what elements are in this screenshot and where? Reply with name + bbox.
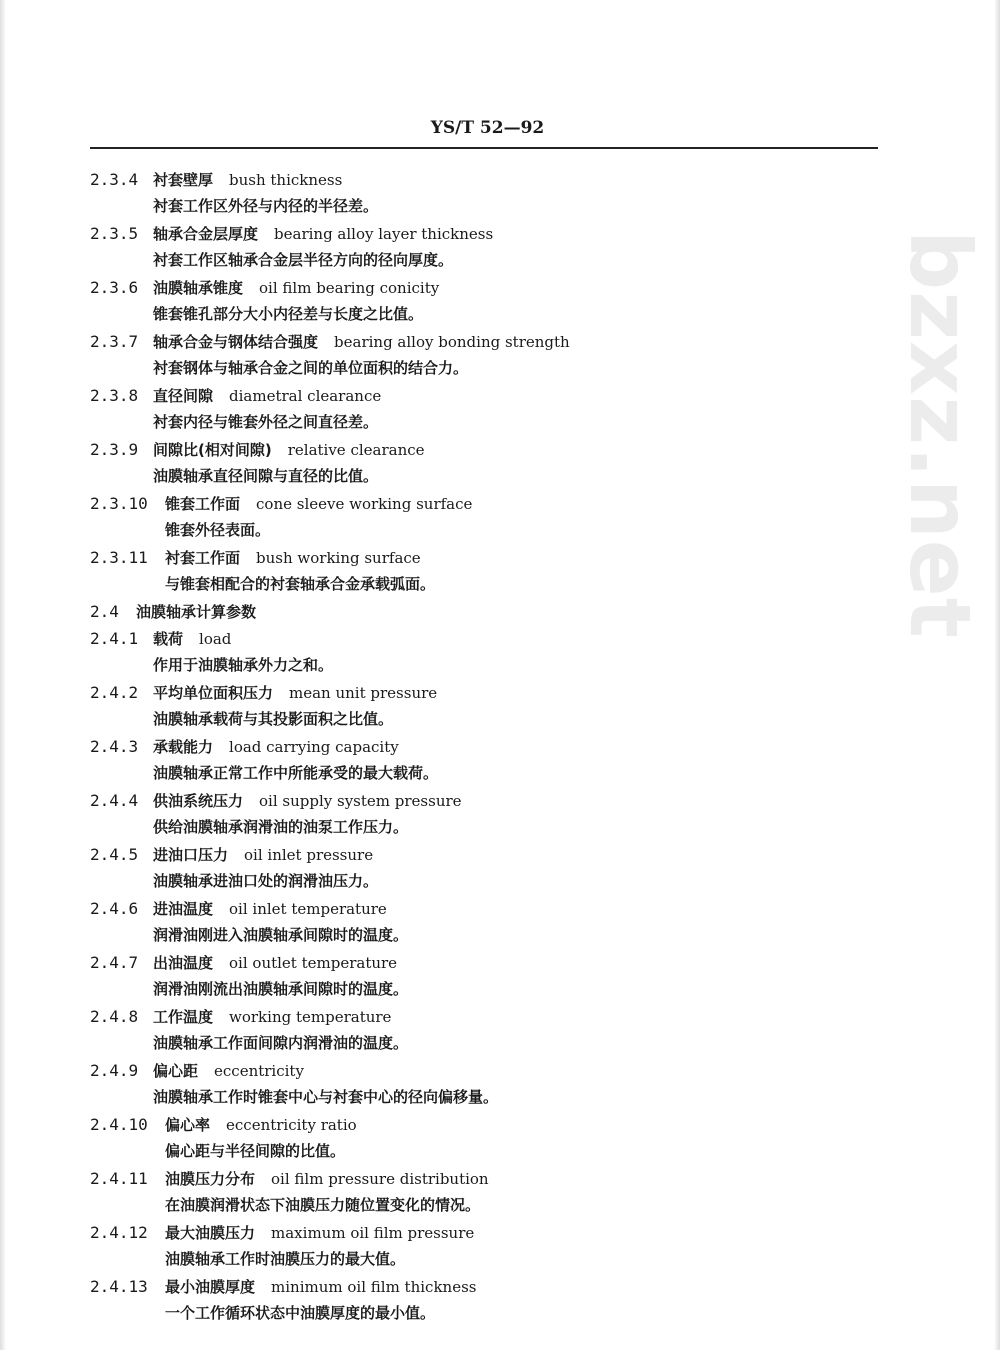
section-heading bbox=[90, 598, 880, 625]
term-number: 2.4.5 bbox=[90, 845, 139, 864]
term-number: 2.3.4 bbox=[90, 170, 139, 189]
term-chinese: 最小油膜厚度 bbox=[165, 1278, 256, 1296]
term-chinese: 轴承合金与钢体结合强度 bbox=[153, 333, 319, 351]
term-heading bbox=[90, 1273, 880, 1300]
term-number: 2.4.6 bbox=[90, 899, 139, 918]
term-chinese: 间隙比(相对间隙) bbox=[153, 441, 272, 459]
term-heading bbox=[90, 1219, 880, 1246]
term-definition: 作用于油膜轴承外力之和。 bbox=[153, 656, 334, 674]
term-chinese: 锥套工作面 bbox=[165, 495, 241, 513]
term-heading bbox=[90, 274, 880, 301]
term-definition: 偏心距与半径间隙的比值。 bbox=[165, 1142, 346, 1160]
header-rule bbox=[90, 147, 878, 149]
term-english: cone sleeve working surface bbox=[256, 495, 473, 513]
term-definition: 油膜轴承正常工作中所能承受的最大载荷。 bbox=[153, 764, 439, 782]
term-chinese: 载荷 bbox=[153, 630, 184, 648]
term-definition: 衬套钢体与轴承合金之间的单位面积的结合力。 bbox=[153, 359, 469, 377]
term-number: 2.4 bbox=[90, 602, 119, 621]
term-chinese: 供油系统压力 bbox=[153, 792, 244, 810]
term-chinese: 油膜轴承计算参数 bbox=[136, 603, 257, 621]
term-english: load carrying capacity bbox=[229, 738, 399, 756]
term-heading bbox=[90, 490, 880, 517]
term-number: 2.4.3 bbox=[90, 737, 139, 756]
term-number: 2.4.10 bbox=[90, 1115, 148, 1134]
term-definition: 润滑油刚进入油膜轴承间隙时的温度。 bbox=[153, 926, 409, 944]
term-heading bbox=[90, 1165, 880, 1192]
term-english: bush thickness bbox=[229, 171, 343, 189]
term-heading bbox=[90, 166, 880, 193]
term-definition: 锥套外径表面。 bbox=[165, 521, 271, 539]
term-chinese: 直径间隙 bbox=[153, 387, 214, 405]
page-edge-right bbox=[994, 0, 1000, 1350]
term-heading bbox=[90, 544, 880, 571]
term-heading bbox=[90, 1111, 880, 1138]
term-number: 2.3.7 bbox=[90, 332, 139, 351]
term-chinese: 工作温度 bbox=[153, 1008, 214, 1026]
document-code-header: YS/T 52—92 bbox=[430, 118, 545, 138]
terms-list bbox=[90, 166, 880, 1327]
term-chinese: 出油温度 bbox=[153, 954, 214, 972]
term-number: 2.3.8 bbox=[90, 386, 139, 405]
term-english: oil film bearing conicity bbox=[259, 279, 440, 297]
term-chinese: 承载能力 bbox=[153, 738, 214, 756]
term-chinese: 进油口压力 bbox=[153, 846, 229, 864]
term-number: 2.3.11 bbox=[90, 548, 148, 567]
term-heading bbox=[90, 787, 880, 814]
term-english: minimum oil film thickness bbox=[271, 1278, 477, 1296]
term-chinese: 偏心率 bbox=[165, 1116, 211, 1134]
term-chinese: 油膜轴承锥度 bbox=[153, 279, 244, 297]
term-heading bbox=[90, 895, 880, 922]
term-definition: 在油膜润滑状态下油膜压力随位置变化的情况。 bbox=[165, 1196, 481, 1214]
term-definition: 润滑油刚流出油膜轴承间隙时的温度。 bbox=[153, 980, 409, 998]
term-english: eccentricity bbox=[214, 1062, 304, 1080]
term-number: 2.4.2 bbox=[90, 683, 139, 702]
term-definition: 油膜轴承工作面间隙内润滑油的温度。 bbox=[153, 1034, 409, 1052]
watermark: bzxz.net bbox=[891, 230, 989, 639]
term-heading bbox=[90, 733, 880, 760]
term-heading bbox=[90, 679, 880, 706]
term-number: 2.4.13 bbox=[90, 1277, 148, 1296]
term-heading bbox=[90, 382, 880, 409]
term-definition: 衬套内径与锥套外径之间直径差。 bbox=[153, 413, 379, 431]
term-english: relative clearance bbox=[287, 441, 425, 459]
term-chinese: 衬套工作面 bbox=[165, 549, 241, 567]
term-english: load bbox=[199, 630, 232, 648]
term-definition: 衬套工作区轴承合金层半径方向的径向厚度。 bbox=[153, 251, 454, 269]
term-english: eccentricity ratio bbox=[226, 1116, 357, 1134]
term-definition: 油膜轴承载荷与其投影面积之比值。 bbox=[153, 710, 394, 728]
term-number: 2.3.5 bbox=[90, 224, 139, 243]
term-chinese: 衬套壁厚 bbox=[153, 171, 214, 189]
term-number: 2.3.9 bbox=[90, 440, 139, 459]
term-definition: 供给油膜轴承润滑油的油泵工作压力。 bbox=[153, 818, 409, 836]
term-heading bbox=[90, 220, 880, 247]
term-number: 2.4.4 bbox=[90, 791, 139, 810]
term-english: diametral clearance bbox=[229, 387, 382, 405]
term-definition: 与锥套相配合的衬套轴承合金承载弧面。 bbox=[165, 575, 436, 593]
term-number: 2.4.11 bbox=[90, 1169, 148, 1188]
term-heading bbox=[90, 328, 880, 355]
term-chinese: 进油温度 bbox=[153, 900, 214, 918]
term-english: oil supply system pressure bbox=[259, 792, 462, 810]
term-english: oil inlet temperature bbox=[229, 900, 387, 918]
term-number: 2.3.10 bbox=[90, 494, 148, 513]
term-heading bbox=[90, 1003, 880, 1030]
term-chinese: 油膜压力分布 bbox=[165, 1170, 256, 1188]
term-heading bbox=[90, 625, 880, 652]
term-definition: 衬套工作区外径与内径的半径差。 bbox=[153, 197, 379, 215]
term-definition: 锥套锥孔部分大小内径差与长度之比值。 bbox=[153, 305, 424, 323]
term-english: bearing alloy layer thickness bbox=[274, 225, 494, 243]
term-chinese: 轴承合金层厚度 bbox=[153, 225, 259, 243]
term-number: 2.4.12 bbox=[90, 1223, 148, 1242]
term-chinese: 偏心距 bbox=[153, 1062, 199, 1080]
term-definition: 油膜轴承直径间隙与直径的比值。 bbox=[153, 467, 379, 485]
term-chinese: 最大油膜压力 bbox=[165, 1224, 256, 1242]
term-chinese: 平均单位面积压力 bbox=[153, 684, 274, 702]
term-english: working temperature bbox=[229, 1008, 392, 1026]
term-number: 2.3.6 bbox=[90, 278, 139, 297]
term-english: oil film pressure distribution bbox=[271, 1170, 489, 1188]
term-english: mean unit pressure bbox=[289, 684, 438, 702]
term-heading bbox=[90, 436, 880, 463]
page-edge-left bbox=[0, 0, 6, 1350]
term-definition: 油膜轴承工作时锥套中心与衬套中心的径向偏移量。 bbox=[153, 1088, 499, 1106]
term-english: bearing alloy bonding strength bbox=[334, 333, 570, 351]
term-number: 2.4.7 bbox=[90, 953, 139, 972]
term-heading bbox=[90, 1057, 880, 1084]
term-heading bbox=[90, 841, 880, 868]
term-english: oil outlet temperature bbox=[229, 954, 398, 972]
term-english: bush working surface bbox=[256, 549, 421, 567]
term-english: maximum oil film pressure bbox=[271, 1224, 475, 1242]
term-definition: 油膜轴承进油口处的润滑油压力。 bbox=[153, 872, 379, 890]
term-number: 2.4.9 bbox=[90, 1061, 139, 1080]
term-definition: 油膜轴承工作时油膜压力的最大值。 bbox=[165, 1250, 406, 1268]
term-heading bbox=[90, 949, 880, 976]
term-number: 2.4.8 bbox=[90, 1007, 139, 1026]
term-definition: 一个工作循环状态中油膜厚度的最小值。 bbox=[165, 1304, 436, 1322]
term-english: oil inlet pressure bbox=[244, 846, 374, 864]
term-number: 2.4.1 bbox=[90, 629, 139, 648]
